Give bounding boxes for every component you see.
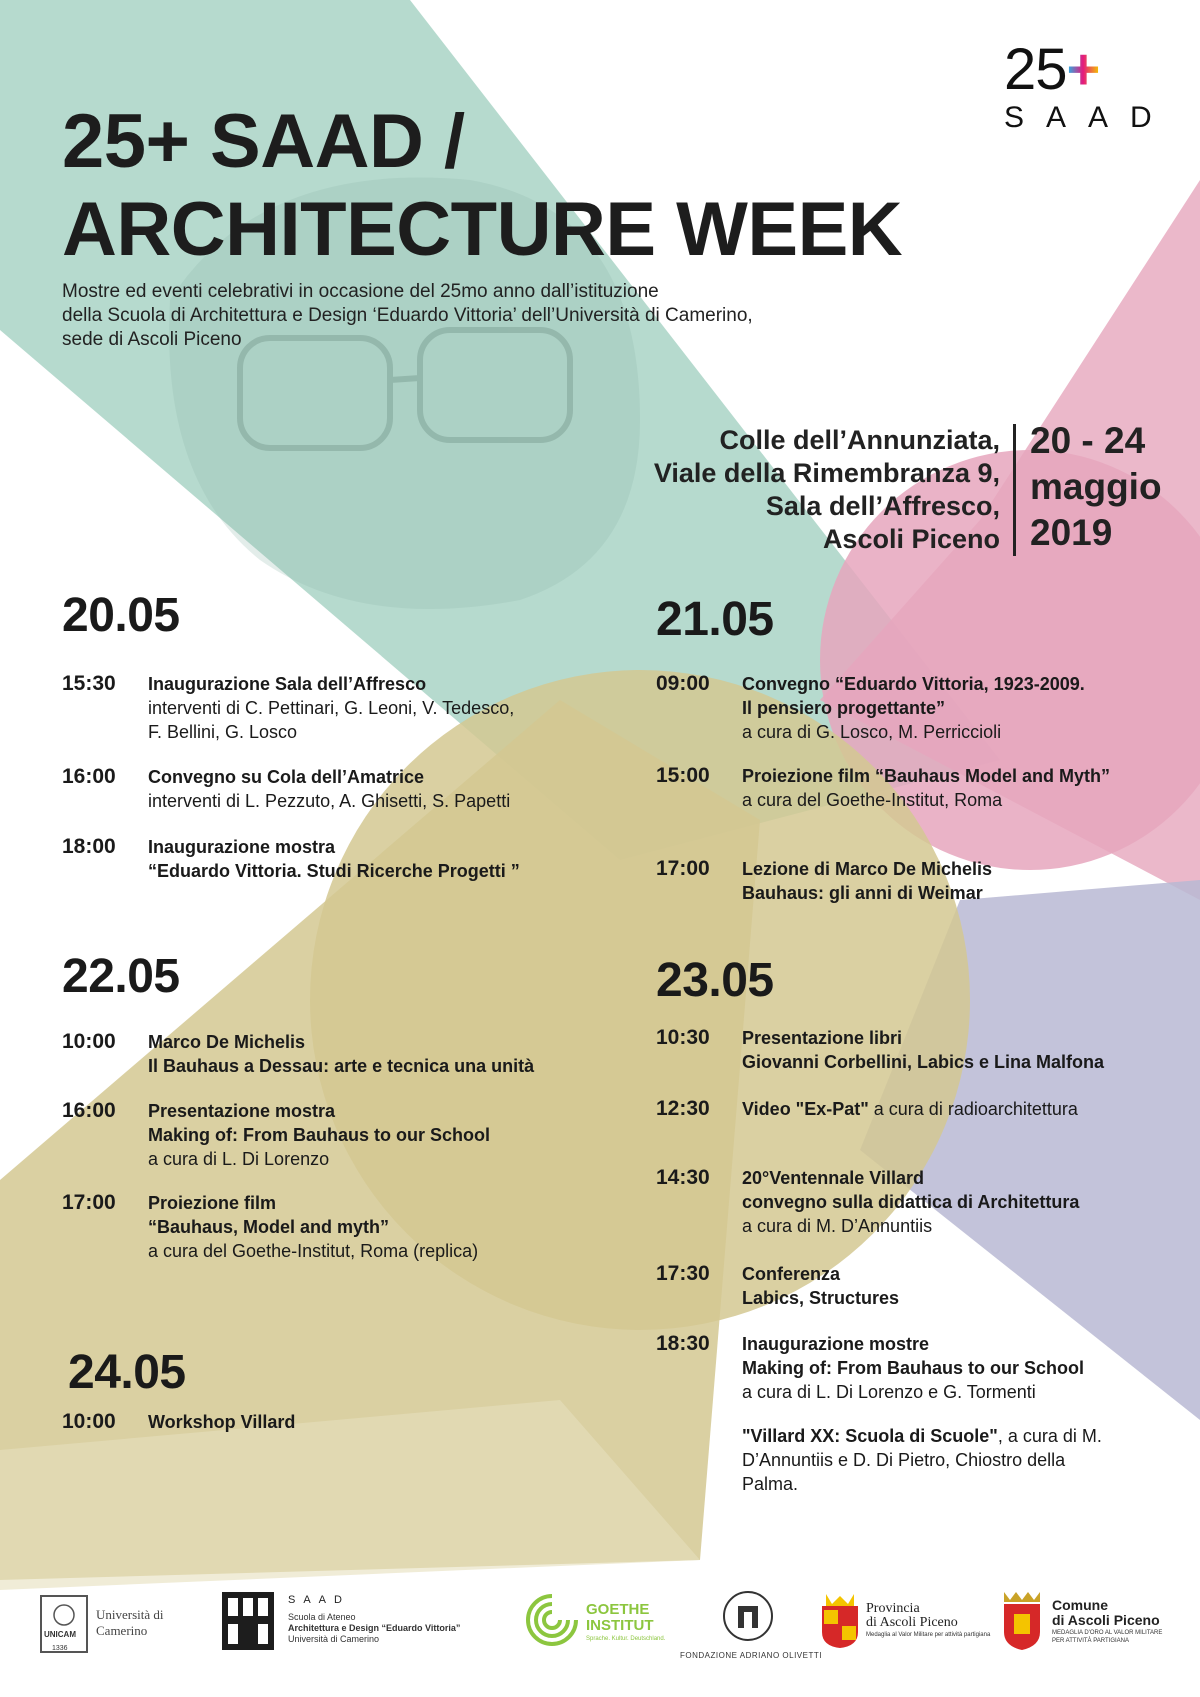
event-detail: a cura di L. Di Lorenzo e G. Tormenti	[742, 1382, 1036, 1402]
event-title: 20°Ventennale Villard	[742, 1168, 924, 1188]
extra-text: Palma.	[742, 1474, 799, 1494]
day-heading: 22.05	[62, 950, 180, 1003]
event-title-2: convegno sulla didattica di Architettura	[742, 1192, 1080, 1212]
event-detail: F. Bellini, G. Losco	[148, 722, 298, 742]
sponsor-logos	[0, 1580, 1200, 1690]
venue-line: Viale della Rimembranza 9,	[653, 458, 1000, 488]
comune-line: di Ascoli Piceno	[1052, 1612, 1160, 1628]
logo-comune	[1000, 1588, 1180, 1668]
extra-title: "Villard XX: Scuola di Scuole"	[742, 1426, 998, 1446]
event-detail: a cura di M. D’Annuntiis	[742, 1216, 933, 1236]
event-title: Proiezione film “Bauhaus Model and Myth”	[742, 766, 1111, 786]
comune-note: MEDAGLIA D'ORO AL VALOR MILITARE	[1052, 1630, 1163, 1636]
extra-text: , a cura di M.	[997, 1426, 1102, 1446]
event-time: 10:30	[656, 1026, 710, 1049]
event-title: Inaugurazione mostre	[742, 1334, 930, 1354]
comune-line: Comune	[1052, 1597, 1108, 1613]
event-title-2: Il Bauhaus a Dessau: arte e tecnica una unità	[148, 1056, 535, 1076]
event-detail: a cura di L. Di Lorenzo	[148, 1149, 330, 1169]
event-title-2: “Eduardo Vittoria. Studi Ricerche Progetti ”	[148, 861, 520, 881]
unicam-year: 1336	[52, 1645, 68, 1652]
event-title: Presentazione libri	[742, 1028, 903, 1048]
olivetti-name: FONDAZIONE ADRIANO OLIVETTI	[680, 1651, 822, 1660]
provincia-note: Medaglia al Valor Militare per attività partigiana	[866, 1632, 991, 1638]
event-time: 17:00	[656, 857, 710, 880]
event-title-2: “Bauhaus, Model and myth”	[148, 1217, 390, 1237]
event-time: 18:30	[656, 1332, 710, 1355]
logo-saad	[222, 1592, 522, 1672]
day-heading: 24.05	[68, 1346, 186, 1399]
provincia-crest-icon	[820, 1592, 860, 1648]
event-title: Marco De Michelis	[148, 1032, 306, 1052]
event-dates	[1030, 418, 1162, 556]
day-heading: 21.05	[656, 593, 774, 646]
dates-line: maggio	[1030, 466, 1162, 507]
event-title-2: Making of: From Bauhaus to our School	[148, 1125, 490, 1145]
venue-line: Colle dell’Annunziata,	[719, 425, 1000, 455]
logo-plus: +	[1066, 37, 1100, 102]
goethe-tagline: Sprache. Kultur. Deutschland.	[586, 1636, 666, 1642]
subtitle-line: della Scuola di Architettura e Design ‘Eduardo Vittoria’ dell’Università di Camerino,	[62, 305, 753, 326]
event-title: Inaugurazione mostra	[148, 837, 336, 857]
extra-text: D’Annuntiis e D. Di Pietro, Chiostro della	[742, 1450, 1066, 1470]
event-detail: interventi di L. Pezzuto, A. Ghisetti, S. Papetti	[148, 791, 511, 811]
provincia-line: di Ascoli Piceno	[866, 1615, 958, 1630]
title-line-2: ARCHITECTURE WEEK	[62, 187, 903, 272]
goethe-swirl-icon	[524, 1592, 580, 1648]
event-time: 14:30	[656, 1166, 710, 1189]
event-time: 12:30	[656, 1097, 710, 1120]
comune-note: PER ATTIVITÀ PARTIGIANA	[1052, 1638, 1130, 1644]
logo-25-saad	[1004, 37, 1174, 134]
saad-letters: SAAD	[288, 1594, 350, 1606]
event-time: 09:00	[656, 672, 710, 695]
saad-line: Università di Camerino	[288, 1634, 380, 1644]
event-title-2: Giovanni Corbellini, Labics e Lina Malfona	[742, 1052, 1105, 1072]
event-title-2: Labics, Structures	[742, 1288, 900, 1308]
dates-line: 2019	[1030, 512, 1113, 553]
event-title: Convegno “Eduardo Vittoria, 1923-2009.	[742, 674, 1085, 694]
venue-line: Sala dell’Affresco,	[765, 491, 1000, 521]
event-title: Conferenza	[742, 1264, 841, 1284]
venue-line: Ascoli Piceno	[822, 524, 1000, 554]
event-time: 17:00	[62, 1191, 116, 1214]
event-title: Inaugurazione Sala dell’Affresco	[148, 674, 427, 694]
event-extra-note	[742, 1424, 1142, 1496]
unicam-name: Università di Camerino	[96, 1607, 164, 1638]
event-title-2: Making of: From Bauhaus to our School	[742, 1358, 1084, 1378]
goethe-line: GOETHE	[586, 1601, 650, 1618]
provincia-line: Provincia	[866, 1601, 920, 1616]
logo-unicam	[40, 1595, 200, 1665]
event-time: 15:30	[62, 672, 116, 695]
event-title: Convegno su Cola dell’Amatrice	[148, 767, 425, 787]
goethe-line: INSTITUT	[586, 1617, 654, 1634]
title-line-1: 25+ SAAD /	[62, 99, 465, 184]
saad-mark-icon	[222, 1592, 274, 1650]
event-detail: a cura del Goethe-Institut, Roma (replica)	[148, 1241, 479, 1261]
event-time: 17:30	[656, 1262, 710, 1285]
venue-divider	[1013, 424, 1016, 556]
event-title-2: Il pensiero progettante”	[742, 698, 946, 718]
event-time: 10:00	[62, 1030, 116, 1053]
logo-number: 25+	[1004, 37, 1100, 102]
logo-letters: SAAD	[1004, 101, 1174, 134]
logo-olivetti	[680, 1588, 820, 1668]
event-time: 10:00	[62, 1410, 116, 1433]
logo-goethe	[524, 1592, 684, 1662]
event-title: Presentazione mostra	[148, 1101, 336, 1121]
event-detail: a cura di radioarchitettura	[868, 1099, 1078, 1119]
subtitle-line: Mostre ed eventi celebrativi in occasione del 25mo anno dall’istituzione	[62, 281, 659, 302]
subtitle	[62, 280, 753, 352]
saad-line: Scuola di Ateneo	[288, 1612, 356, 1622]
saad-line: Architettura e Design “Eduardo Vittoria”	[288, 1623, 461, 1633]
subtitle-line: sede di Ascoli Piceno	[62, 329, 242, 350]
event-title: Proiezione film	[148, 1193, 277, 1213]
event-title: Lezione di Marco De Michelis	[742, 859, 993, 879]
event-detail: a cura di G. Losco, M. Perriccioli	[742, 722, 1002, 742]
event-time: 16:00	[62, 1099, 116, 1122]
event-time: 15:00	[656, 764, 710, 787]
dates-line: 20 - 24	[1030, 420, 1146, 461]
event-title-2: Bauhaus: gli anni di Weimar	[742, 883, 983, 903]
venue-address	[654, 424, 1000, 556]
day-heading: 23.05	[656, 954, 774, 1007]
day-heading: 20.05	[62, 589, 180, 642]
event-detail: interventi di C. Pettinari, G. Leoni, V. Tedesco,	[148, 698, 515, 718]
event-time: 18:00	[62, 835, 116, 858]
olivetti-emblem-icon	[720, 1588, 776, 1644]
event-title: Workshop Villard	[148, 1412, 296, 1432]
page-title	[62, 98, 902, 274]
event-time: 16:00	[62, 765, 116, 788]
unicam-abbr: UNICAM	[44, 1630, 76, 1639]
logo-provincia	[820, 1592, 990, 1662]
event-detail: a cura del Goethe-Institut, Roma	[742, 790, 1003, 810]
event-title: Video "Ex-Pat"	[742, 1099, 869, 1119]
comune-crest-icon	[1000, 1588, 1044, 1650]
